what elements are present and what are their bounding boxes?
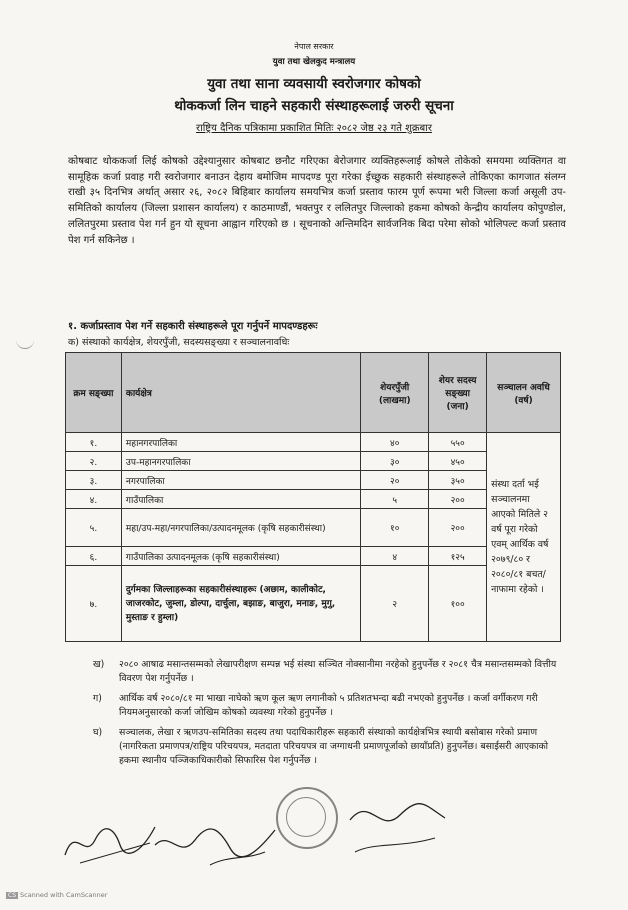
table-header-row <box>66 353 561 433</box>
note-text: आर्थिक वर्ष २०८०/८१ मा भाखा नाघेको ऋण कूल ऋण लगानीको ५ प्रतिशतभन्दा बढी नभएको हुनुपर्नेछ । कर्जा वर्गीकरण गरी नियमअनुसारको कर्जा जोखिम कोषको व्यवस्था गरेको हुनुपर्नेछ । <box>119 693 538 718</box>
note-text: २०८० आषाढ मसान्तसम्मको लेखापरीक्षण सम्पन्न भई संस्था सञ्चित नोक्सानीमा नरहेको हुनुपर्नेछ र २०८१ चैत्र मसान्तसम्मको वित्तीय विवरण पेश गर्नुपर्नेछ । <box>119 659 557 684</box>
row-members: ५५० <box>429 433 487 452</box>
notice-title-line2: थोककर्जा लिन चाहने सहकारी संस्थाहरूलाई जरुरी सूचना <box>174 98 454 114</box>
camscanner-text: Scanned with CamScanner <box>20 891 108 899</box>
note-label: घ) <box>93 727 103 738</box>
row-members: २०० <box>429 509 487 547</box>
col-header-period: सञ्चालन अवधि (वर्ष) <box>487 353 561 433</box>
table-row <box>66 471 561 490</box>
col-header-capital: शेयरपुँजी (लाखमा) <box>361 353 429 433</box>
row-area: दुर्गमका जिल्लाहरूका सहकारीसंस्थाहरूः (अछाम, कालीकोट, जाजरकोट, जुम्ला, डोल्पा, दार्चुला, बझाङ, बाजुरा, मनाङ, मुगु, मुस्ताङ र हुम्ला) <box>121 566 360 642</box>
row-capital: २ <box>361 566 429 642</box>
camscanner-badge: CS <box>8 892 16 899</box>
section-heading: १. कर्जाप्रस्ताव पेश गर्ने सहकारी संस्थाहरूले पूरा गर्नुपर्ने मापदण्डहरूः <box>68 321 318 332</box>
note-gha <box>68 726 568 786</box>
row-members: १२५ <box>429 547 487 566</box>
row-members: २०० <box>429 490 487 509</box>
table-row <box>66 566 561 642</box>
note-text: सञ्चालक, लेखा र ऋणउप-समितिका सदस्य तथा पदाधिकारीहरू सहकारी संस्थाको कार्यक्षेत्रभित्र स्थायी बसोबास गरेको प्रमाण (नागरिकता प्रमाणपत्र/राष्ट्रिय परिचयपत्र, मतदाता परिचयपत्र वा जग्गाधनी प्रमाणपूर्जाको छायाँप्रति) हुनुपर्नेछ। बसाईसरी आएकाको हकमा स्थानीय पञ्जिकाधिकारीको सिफारिस पेश गर्नुपर्नेछ । <box>119 727 549 766</box>
row-sn: १. <box>66 433 122 452</box>
period-cell: संस्था दर्ता भई सञ्चालनमा आएको मितिले २ वर्ष पूरा गरेको एवम् आर्थिक वर्ष २०७९/८० र २०८०/८१ बचत/ नाफामा रहेको । <box>487 433 561 642</box>
row-area: महानगरपालिका <box>121 433 360 452</box>
table-row <box>66 547 561 566</box>
note-ga <box>68 692 568 722</box>
notice-title-line1: युवा तथा साना व्यवसायी स्वरोजगार कोषको <box>207 76 421 92</box>
row-members: १०० <box>429 566 487 642</box>
note-kha <box>68 658 568 688</box>
signature-1 <box>60 815 160 870</box>
signature-3 <box>340 790 450 860</box>
col-header-members: शेयर सदस्य सङ्ख्या (जना) <box>429 353 487 433</box>
table-row <box>66 433 561 452</box>
scan-mark <box>16 338 34 349</box>
col-header-sn: क्रम सङ्ख्या <box>66 353 122 433</box>
row-area: गाउँपालिका उत्पादनमूलक (कृषि सहकारीसंस्था) <box>121 547 360 566</box>
office-stamp <box>276 787 338 849</box>
row-area: महा/उप-महा/नगरपालिका/उत्पादनमूलक (कृषि सहकारीसंस्था) <box>121 509 360 547</box>
row-sn: ६. <box>66 547 122 566</box>
row-sn: ३. <box>66 471 122 490</box>
government-label: नेपाल सरकार <box>294 42 334 51</box>
notice-body: कोषबाट थोककर्जा लिई कोषको उद्देश्यानुसार कोषबाट छनौट गरिएका बेरोजगार व्यक्तिहरूलाई कोषले तोकेको समयमा व्यक्तिगत वा सामूहिक कर्जा प्रवाह गरी स्वरोजगार बनाउन देहाय बमोजिम मापदण्ड पूरा गरेका ईच्छुक सहकारी संस्थाहरूले तोकिएका कागजात संलग्न राखी ३५ दिनभित्र अर्थात् असार २६, २०८२ बिहिबार कार्यालय समयभित्र कर्जा प्रस्ताव फारम पूर्ण रूपमा भरी जिल्ला कर्जा असूली उप-समितिको कार्यालय (जिल्ला प्रशासन कार्यालय) र काठमाण्डौं, भक्तपुर र ललितपुर जिल्लाको हकमा कोषको केन्द्रीय कार्यालय कोपुण्डोल, ललितपुरमा प्रस्ताव पेश गर्न हुन यो सूचना आह्वान गरिएको छ । सूचनाको अन्तिमदिन सार्वजनिक बिदा परेमा सोको भोलिपल्ट कर्जा प्रस्ताव पेश गर्न सकिनेछ । <box>68 156 566 246</box>
table-row <box>66 490 561 509</box>
section-subheading: क) संस्थाको कार्यक्षेत्र, शेयरपुँजी, सदस्यसङ्ख्या र सञ्चालनावधिः <box>68 337 290 348</box>
row-members: ३५० <box>429 471 487 490</box>
row-sn: २. <box>66 452 122 471</box>
row-area: नगरपालिका <box>121 471 360 490</box>
scanner-watermark <box>6 891 107 899</box>
row-area: गाउँपालिका <box>121 490 360 509</box>
table-row <box>66 509 561 547</box>
row-area: उप-महानगरपालिका <box>121 452 360 471</box>
signature-2 <box>150 810 280 870</box>
row-members: ४५० <box>429 452 487 471</box>
row-capital: १० <box>361 509 429 547</box>
row-capital: ३० <box>361 452 429 471</box>
publication-date: राष्ट्रिय दैनिक पत्रिकामा प्रकाशित मितिः २०८२ जेष्ठ २३ गते शुक्रबार <box>196 123 432 134</box>
row-capital: २० <box>361 471 429 490</box>
col-header-area: कार्यक्षेत्र <box>121 353 360 433</box>
row-sn: ४. <box>66 490 122 509</box>
criteria-table <box>65 352 561 642</box>
row-capital: ५ <box>361 490 429 509</box>
row-capital: ४ <box>361 547 429 566</box>
row-sn: ७. <box>66 566 122 642</box>
table-row <box>66 452 561 471</box>
row-sn: ५. <box>66 509 122 547</box>
note-label: ख) <box>93 659 105 670</box>
ministry-label: युवा तथा खेलकुद मन्त्रालय <box>272 57 356 67</box>
row-capital: ४० <box>361 433 429 452</box>
note-label: ग) <box>93 693 102 704</box>
